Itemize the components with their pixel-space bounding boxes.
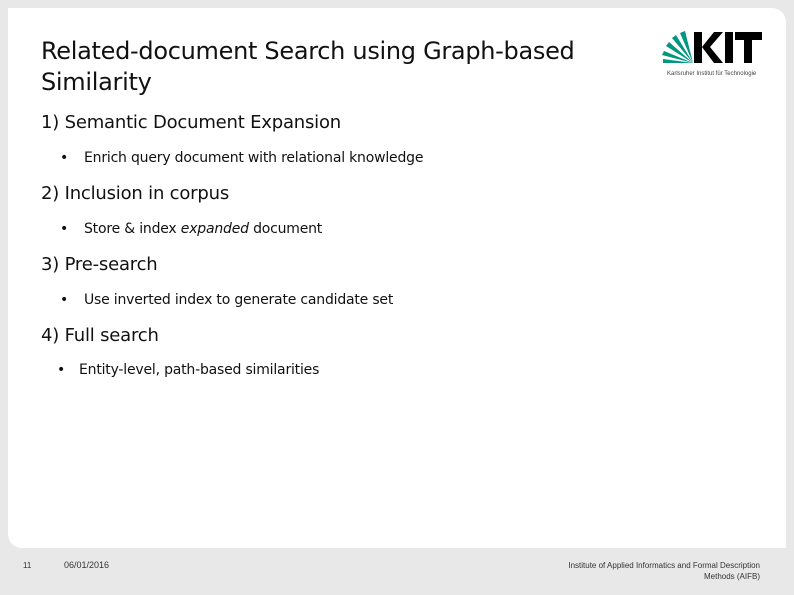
institute-line-2: Methods (AIFB) [703, 572, 760, 581]
section-1-bullet [60, 150, 423, 166]
bullet-text-tail: document [248, 221, 323, 237]
bullet-text: Enrich query document with relational knowledge [84, 150, 424, 166]
section-4-heading: 4) Full search [41, 325, 159, 346]
bullet-marker: • [60, 221, 69, 237]
footer-institute [500, 560, 760, 582]
bullet-text: Use inverted index to generate candidate set [84, 292, 394, 308]
bullet-marker: • [60, 150, 69, 166]
institute-line-1: Institute of Applied Informatics and Formal Description [568, 561, 760, 570]
bullet-marker: • [60, 292, 69, 308]
slide [8, 8, 786, 548]
section-2-heading: 2) Inclusion in corpus [41, 183, 229, 204]
section-1-heading: 1) Semantic Document Expansion [41, 112, 342, 133]
section-4-bullet [57, 362, 319, 378]
slide-title [41, 36, 621, 98]
slide-title-line-2: Similarity [41, 68, 152, 96]
bullet-text-emphasis: expanded [180, 221, 249, 237]
bullet-marker: • [57, 362, 66, 378]
bullet-text: Store & index [84, 221, 181, 237]
section-2-bullet [60, 221, 322, 237]
page-number: 11 [23, 561, 32, 570]
kit-logo-fan-icon [662, 31, 693, 63]
section-3-bullet [60, 292, 393, 308]
bullet-text: Entity-level, path-based similarities [79, 362, 320, 378]
section-3-heading: 3) Pre-search [41, 254, 158, 275]
footer-date: 06/01/2016 [64, 560, 110, 570]
slide-title-line-1: Related-document Search using Graph-based [41, 37, 575, 65]
kit-logo-wordmark [694, 32, 762, 63]
logo-tagline: Karlsruher Institut für Technologie [667, 71, 757, 77]
